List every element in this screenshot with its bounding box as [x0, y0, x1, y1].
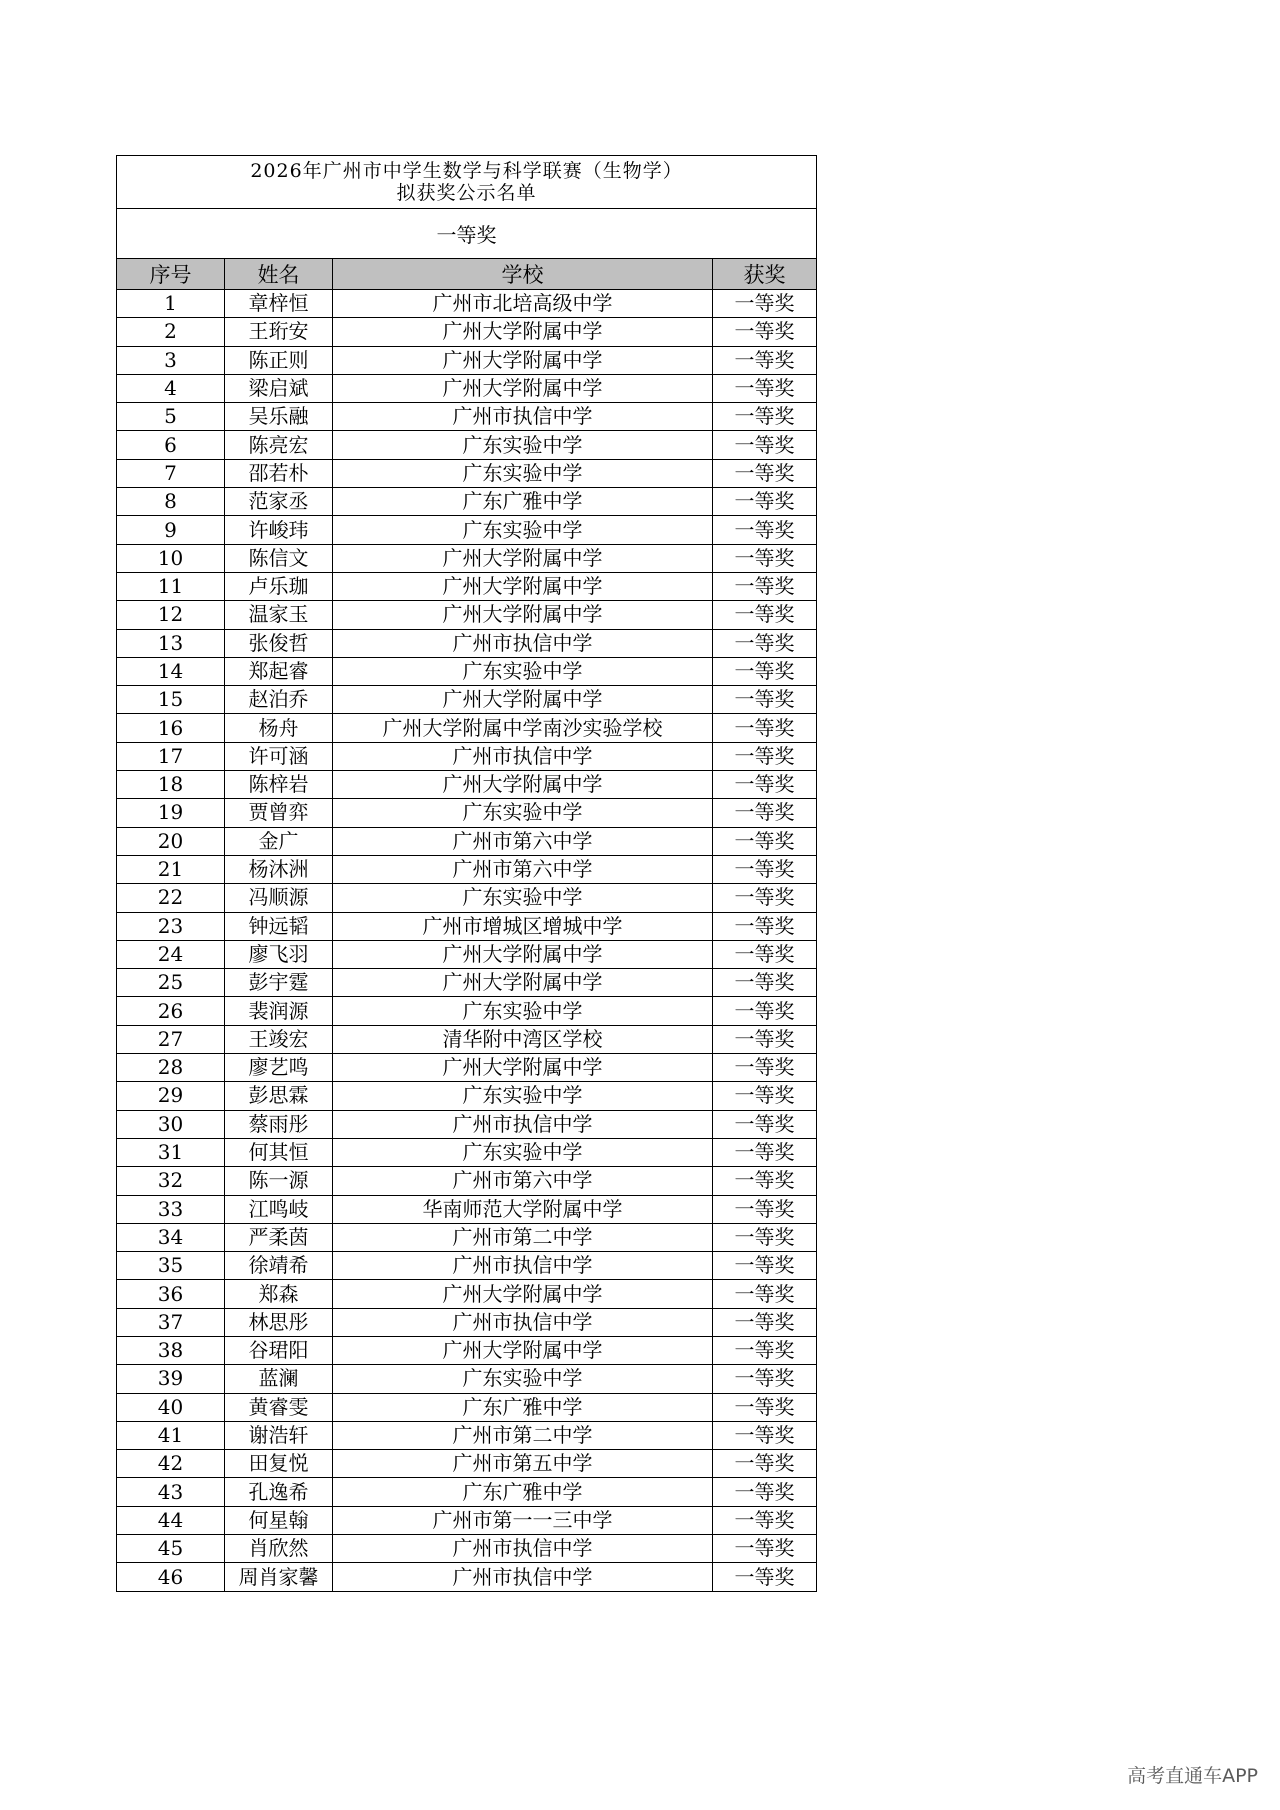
cell-school: 广州大学附属中学 — [333, 969, 713, 997]
cell-no: 26 — [117, 997, 225, 1025]
cell-no: 23 — [117, 912, 225, 940]
cell-award: 一等奖 — [713, 431, 817, 459]
cell-school: 广州大学附属中学 — [333, 1054, 713, 1082]
cell-award: 一等奖 — [713, 969, 817, 997]
cell-school: 广州市第五中学 — [333, 1450, 713, 1478]
cell-name: 谢浩轩 — [225, 1421, 333, 1449]
cell-name: 严柔茵 — [225, 1223, 333, 1251]
cell-no: 14 — [117, 657, 225, 685]
cell-award: 一等奖 — [713, 1308, 817, 1336]
cell-name: 杨沐洲 — [225, 855, 333, 883]
cell-school: 广东实验中学 — [333, 1082, 713, 1110]
cell-award: 一等奖 — [713, 686, 817, 714]
cell-no: 37 — [117, 1308, 225, 1336]
table-row — [117, 855, 817, 883]
cell-name: 蔡雨彤 — [225, 1110, 333, 1138]
cell-no: 10 — [117, 544, 225, 572]
table-row — [117, 940, 817, 968]
cell-no: 38 — [117, 1336, 225, 1364]
table-row — [117, 290, 817, 318]
cell-no: 15 — [117, 686, 225, 714]
cell-award: 一等奖 — [713, 1280, 817, 1308]
cell-name: 钟远韬 — [225, 912, 333, 940]
table-row — [117, 1535, 817, 1563]
cell-school: 广州市第六中学 — [333, 1167, 713, 1195]
cell-school: 广州市第一一三中学 — [333, 1506, 713, 1534]
table-body — [117, 290, 817, 1592]
cell-school: 广东实验中学 — [333, 431, 713, 459]
table-row — [117, 714, 817, 742]
cell-no: 11 — [117, 572, 225, 600]
table-row — [117, 629, 817, 657]
cell-school: 广州大学附属中学 — [333, 544, 713, 572]
cell-school: 广州市第二中学 — [333, 1421, 713, 1449]
cell-name: 江鸣岐 — [225, 1195, 333, 1223]
cell-name: 吴乐融 — [225, 403, 333, 431]
table-row — [117, 516, 817, 544]
cell-award: 一等奖 — [713, 1138, 817, 1166]
cell-school: 广东广雅中学 — [333, 1478, 713, 1506]
cell-name: 范家丞 — [225, 488, 333, 516]
cell-award: 一等奖 — [713, 1336, 817, 1364]
cell-school: 广州市执信中学 — [333, 1110, 713, 1138]
table-row — [117, 1252, 817, 1280]
cell-award: 一等奖 — [713, 1195, 817, 1223]
cell-no: 45 — [117, 1535, 225, 1563]
cell-school: 广州市执信中学 — [333, 629, 713, 657]
cell-award: 一等奖 — [713, 912, 817, 940]
cell-name: 杨舟 — [225, 714, 333, 742]
award-list-table — [116, 155, 817, 1592]
cell-award: 一等奖 — [713, 940, 817, 968]
table-row — [117, 771, 817, 799]
table-row — [117, 1167, 817, 1195]
cell-name: 陈亮宏 — [225, 431, 333, 459]
table-row — [117, 374, 817, 402]
table-row — [117, 1308, 817, 1336]
cell-no: 42 — [117, 1450, 225, 1478]
cell-name: 陈信文 — [225, 544, 333, 572]
cell-school: 广东广雅中学 — [333, 1393, 713, 1421]
column-header-no: 序号 — [117, 259, 225, 290]
cell-name: 陈梓岩 — [225, 771, 333, 799]
cell-award: 一等奖 — [713, 657, 817, 685]
cell-name: 卢乐珈 — [225, 572, 333, 600]
cell-no: 24 — [117, 940, 225, 968]
cell-award: 一等奖 — [713, 884, 817, 912]
cell-no: 34 — [117, 1223, 225, 1251]
column-header-name: 姓名 — [225, 259, 333, 290]
table-row — [117, 1082, 817, 1110]
cell-award: 一等奖 — [713, 1167, 817, 1195]
table-row — [117, 403, 817, 431]
table-row — [117, 1223, 817, 1251]
cell-name: 王珩安 — [225, 318, 333, 346]
table-row — [117, 1478, 817, 1506]
cell-school: 广州大学附属中学 — [333, 1336, 713, 1364]
cell-name: 张俊哲 — [225, 629, 333, 657]
cell-no: 41 — [117, 1421, 225, 1449]
cell-name: 温家玉 — [225, 601, 333, 629]
cell-no: 7 — [117, 459, 225, 487]
cell-no: 28 — [117, 1054, 225, 1082]
cell-no: 22 — [117, 884, 225, 912]
cell-name: 黄睿雯 — [225, 1393, 333, 1421]
cell-name: 徐靖希 — [225, 1252, 333, 1280]
cell-award: 一等奖 — [713, 997, 817, 1025]
cell-school: 广州市北培高级中学 — [333, 290, 713, 318]
cell-award: 一等奖 — [713, 1223, 817, 1251]
cell-name: 谷珺阳 — [225, 1336, 333, 1364]
cell-award: 一等奖 — [713, 1421, 817, 1449]
cell-name: 章梓恒 — [225, 290, 333, 318]
cell-school: 广东实验中学 — [333, 459, 713, 487]
table-row — [117, 997, 817, 1025]
cell-award: 一等奖 — [713, 290, 817, 318]
cell-award: 一等奖 — [713, 771, 817, 799]
table-row — [117, 488, 817, 516]
cell-name: 王竣宏 — [225, 1025, 333, 1053]
table-row — [117, 1450, 817, 1478]
table-row — [117, 1506, 817, 1534]
cell-award: 一等奖 — [713, 488, 817, 516]
cell-name: 邵若朴 — [225, 459, 333, 487]
cell-school: 广州市第二中学 — [333, 1223, 713, 1251]
cell-no: 4 — [117, 374, 225, 402]
cell-school: 广州大学附属中学 — [333, 374, 713, 402]
cell-award: 一等奖 — [713, 1450, 817, 1478]
cell-no: 20 — [117, 827, 225, 855]
table-row — [117, 1025, 817, 1053]
table-row — [117, 572, 817, 600]
title-line-1: 2026年广州市中学生数学与科学联赛（生物学） — [250, 160, 683, 182]
watermark-text: 高考直通车APP — [1127, 1765, 1258, 1787]
cell-name: 彭宇霆 — [225, 969, 333, 997]
cell-no: 16 — [117, 714, 225, 742]
cell-award: 一等奖 — [713, 374, 817, 402]
cell-school: 广州市执信中学 — [333, 1535, 713, 1563]
column-header-school: 学校 — [333, 259, 713, 290]
table-row — [117, 1421, 817, 1449]
cell-award: 一等奖 — [713, 799, 817, 827]
cell-school: 广州市执信中学 — [333, 403, 713, 431]
cell-name: 廖飞羽 — [225, 940, 333, 968]
cell-award: 一等奖 — [713, 1535, 817, 1563]
table-row — [117, 1336, 817, 1364]
cell-no: 25 — [117, 969, 225, 997]
cell-school: 广州市增城区增城中学 — [333, 912, 713, 940]
cell-award: 一等奖 — [713, 1563, 817, 1591]
cell-name: 许可涵 — [225, 742, 333, 770]
cell-school: 清华附中湾区学校 — [333, 1025, 713, 1053]
cell-name: 郑起睿 — [225, 657, 333, 685]
cell-award: 一等奖 — [713, 1478, 817, 1506]
cell-award: 一等奖 — [713, 318, 817, 346]
cell-no: 46 — [117, 1563, 225, 1591]
cell-no: 29 — [117, 1082, 225, 1110]
cell-name: 何其恒 — [225, 1138, 333, 1166]
cell-name: 许峻玮 — [225, 516, 333, 544]
cell-no: 35 — [117, 1252, 225, 1280]
table-row — [117, 431, 817, 459]
cell-no: 32 — [117, 1167, 225, 1195]
table-row — [117, 544, 817, 572]
table-row — [117, 1054, 817, 1082]
cell-award: 一等奖 — [713, 572, 817, 600]
cell-school: 广州市第六中学 — [333, 827, 713, 855]
cell-award: 一等奖 — [713, 601, 817, 629]
cell-no: 39 — [117, 1365, 225, 1393]
cell-school: 广州大学附属中学 — [333, 771, 713, 799]
cell-school: 广州大学附属中学南沙实验学校 — [333, 714, 713, 742]
cell-name: 廖艺鸣 — [225, 1054, 333, 1082]
cell-award: 一等奖 — [713, 714, 817, 742]
cell-school: 广州大学附属中学 — [333, 572, 713, 600]
cell-school: 广东广雅中学 — [333, 488, 713, 516]
table-row — [117, 799, 817, 827]
title-line-2: 拟获奖公示名单 — [396, 182, 537, 204]
table-row — [117, 912, 817, 940]
cell-no: 33 — [117, 1195, 225, 1223]
cell-name: 蓝澜 — [225, 1365, 333, 1393]
cell-no: 21 — [117, 855, 225, 883]
cell-school: 广州大学附属中学 — [333, 686, 713, 714]
cell-school: 广东实验中学 — [333, 516, 713, 544]
table-row — [117, 742, 817, 770]
cell-school: 广州大学附属中学 — [333, 601, 713, 629]
cell-no: 30 — [117, 1110, 225, 1138]
cell-no: 44 — [117, 1506, 225, 1534]
cell-no: 5 — [117, 403, 225, 431]
table-row — [117, 827, 817, 855]
cell-no: 3 — [117, 346, 225, 374]
cell-no: 40 — [117, 1393, 225, 1421]
cell-name: 金广 — [225, 827, 333, 855]
table-row — [117, 1110, 817, 1138]
cell-name: 孔逸希 — [225, 1478, 333, 1506]
cell-no: 1 — [117, 290, 225, 318]
cell-school: 广州大学附属中学 — [333, 1280, 713, 1308]
cell-name: 陈一源 — [225, 1167, 333, 1195]
cell-name: 彭思霖 — [225, 1082, 333, 1110]
table-row — [117, 318, 817, 346]
cell-award: 一等奖 — [713, 403, 817, 431]
cell-school: 广州市执信中学 — [333, 742, 713, 770]
document-title — [117, 156, 817, 209]
cell-no: 31 — [117, 1138, 225, 1166]
cell-no: 6 — [117, 431, 225, 459]
cell-school: 广州市执信中学 — [333, 1252, 713, 1280]
cell-school: 广州大学附属中学 — [333, 346, 713, 374]
cell-school: 广州大学附属中学 — [333, 318, 713, 346]
table-row — [117, 969, 817, 997]
table-row — [117, 686, 817, 714]
table-row — [117, 459, 817, 487]
cell-name: 何星翰 — [225, 1506, 333, 1534]
cell-award: 一等奖 — [713, 629, 817, 657]
cell-award: 一等奖 — [713, 1025, 817, 1053]
cell-name: 贾曾弈 — [225, 799, 333, 827]
cell-name: 裴润源 — [225, 997, 333, 1025]
table-row — [117, 1138, 817, 1166]
cell-award: 一等奖 — [713, 1054, 817, 1082]
cell-school: 华南师范大学附属中学 — [333, 1195, 713, 1223]
cell-award: 一等奖 — [713, 1110, 817, 1138]
cell-school: 广东实验中学 — [333, 1365, 713, 1393]
table-row — [117, 1365, 817, 1393]
cell-award: 一等奖 — [713, 1252, 817, 1280]
cell-name: 郑森 — [225, 1280, 333, 1308]
cell-name: 林思彤 — [225, 1308, 333, 1336]
cell-school: 广州市执信中学 — [333, 1308, 713, 1336]
cell-school: 广州市第六中学 — [333, 855, 713, 883]
cell-award: 一等奖 — [713, 1082, 817, 1110]
cell-name: 周肖家馨 — [225, 1563, 333, 1591]
cell-school: 广东实验中学 — [333, 657, 713, 685]
column-header-row — [117, 259, 817, 290]
column-header-award: 获奖 — [713, 259, 817, 290]
cell-no: 8 — [117, 488, 225, 516]
cell-school: 广东实验中学 — [333, 884, 713, 912]
cell-award: 一等奖 — [713, 742, 817, 770]
cell-name: 赵泊乔 — [225, 686, 333, 714]
cell-no: 2 — [117, 318, 225, 346]
cell-school: 广东实验中学 — [333, 997, 713, 1025]
table-row — [117, 884, 817, 912]
cell-name: 田复悦 — [225, 1450, 333, 1478]
cell-no: 17 — [117, 742, 225, 770]
cell-school: 广州市执信中学 — [333, 1563, 713, 1591]
table-row — [117, 1563, 817, 1591]
cell-no: 18 — [117, 771, 225, 799]
cell-award: 一等奖 — [713, 855, 817, 883]
cell-no: 9 — [117, 516, 225, 544]
cell-no: 36 — [117, 1280, 225, 1308]
cell-award: 一等奖 — [713, 459, 817, 487]
cell-no: 27 — [117, 1025, 225, 1053]
section-heading: 一等奖 — [117, 209, 817, 259]
cell-name: 梁启斌 — [225, 374, 333, 402]
table-row — [117, 346, 817, 374]
table-row — [117, 601, 817, 629]
table-row — [117, 657, 817, 685]
table-row — [117, 1280, 817, 1308]
cell-name: 冯顺源 — [225, 884, 333, 912]
cell-award: 一等奖 — [713, 516, 817, 544]
cell-award: 一等奖 — [713, 544, 817, 572]
cell-school: 广东实验中学 — [333, 799, 713, 827]
table-row — [117, 1393, 817, 1421]
cell-award: 一等奖 — [713, 1506, 817, 1534]
cell-no: 43 — [117, 1478, 225, 1506]
cell-no: 19 — [117, 799, 225, 827]
cell-school: 广州大学附属中学 — [333, 940, 713, 968]
cell-name: 肖欣然 — [225, 1535, 333, 1563]
cell-award: 一等奖 — [713, 346, 817, 374]
cell-name: 陈正则 — [225, 346, 333, 374]
cell-award: 一等奖 — [713, 1393, 817, 1421]
cell-no: 12 — [117, 601, 225, 629]
cell-no: 13 — [117, 629, 225, 657]
cell-award: 一等奖 — [713, 827, 817, 855]
cell-school: 广东实验中学 — [333, 1138, 713, 1166]
cell-award: 一等奖 — [713, 1365, 817, 1393]
table-row — [117, 1195, 817, 1223]
